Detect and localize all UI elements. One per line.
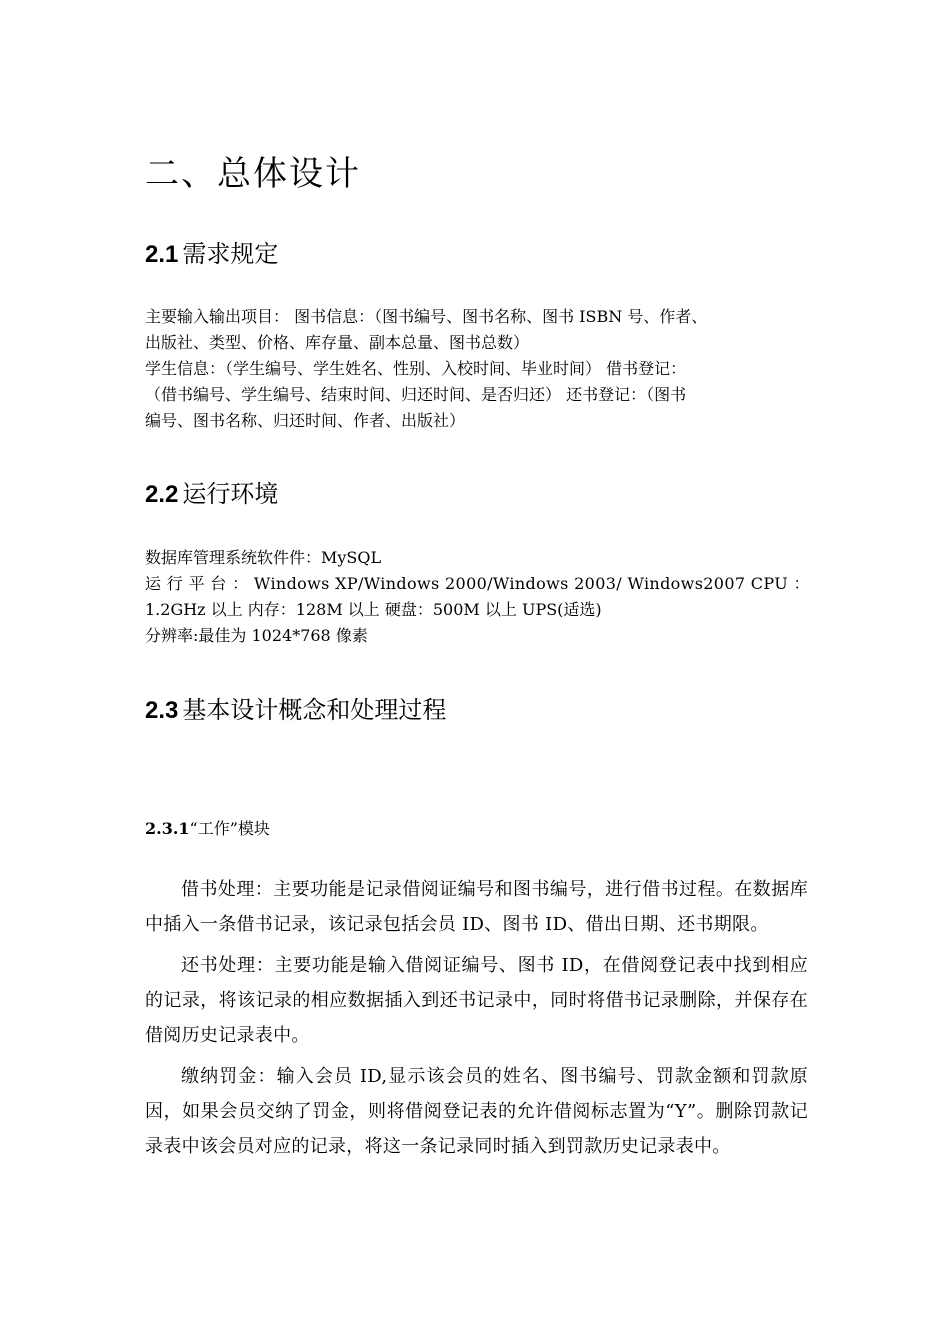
subheading-work-module-text: “工作”模块 [189, 819, 270, 838]
requirements-line: 编号、图书名称、归还时间、作者、出版社） [145, 411, 466, 430]
environment-line: 数据库管理系统软件件：MySQL [145, 548, 382, 567]
requirements-line: （借书编号、学生编号、结束时间、归还时间、是否归还） 还书登记：（图书 [145, 385, 687, 404]
requirements-line: 出版社、类型、价格、库存量、副本总量、图书总数） [145, 333, 530, 352]
paragraph-fine: 缴纳罚金：输入会员 ID,显示该会员的姓名、图书编号、罚款金额和罚款原因，如果会员交纳了罚金，则将借阅登记表的允许借阅标志置为“Y”。删除罚款记录表中该会员对应的记录，将这一条记录同时插入到罚款历史记录表中。 [145, 1066, 808, 1157]
environment-line: 运 行 平 台 ： Windows XP/Windows 2000/Windows 2003/ Windows2007 CPU ： [145, 574, 810, 593]
subheading-work-module [145, 816, 270, 842]
heading-design-concept-text: 基本设计概念和处理过程 [182, 696, 447, 724]
environment-body [145, 545, 808, 649]
paragraph-return: 还书处理：主要功能是输入借阅证编号、图书 ID，在借阅登记表中找到相应的记录，将该记录的相应数据插入到还书记录中，同时将借书记录删除，并保存在借阅历史记录表中。 [145, 955, 808, 1046]
heading-requirements [145, 238, 278, 271]
requirements-body [145, 304, 808, 434]
heading-design-concept [145, 694, 446, 727]
heading-environment [145, 478, 278, 511]
subheading-work-module-number: 2.3.1 [145, 819, 190, 838]
environment-line: 1.2GHz 以上 内存：128M 以上 硬盘：500M 以上 UPS(适选) [145, 600, 602, 619]
requirements-line: 学生信息：（学生编号、学生姓名、性别、入校时间、毕业时间） 借书登记： [145, 359, 687, 378]
heading-requirements-text: 需求规定 [182, 240, 279, 268]
paragraph-borrow: 借书处理：主要功能是记录借阅证编号和图书编号，进行借书过程。在数据库中插入一条借书记录，该记录包括会员 ID、图书 ID、借出日期、还书期限。 [145, 879, 808, 935]
requirements-line: 主要输入输出项目： 图书信息：（图书编号、图书名称、图书 ISBN 号、作者、 [145, 307, 708, 326]
heading-design-concept-number: 2.3 [145, 697, 179, 724]
heading-requirements-number: 2.1 [145, 241, 179, 268]
environment-line: 分辨率:最佳为 1024*768 像素 [145, 626, 368, 645]
document-page [145, 0, 808, 1344]
section-title: 二、总体设计 [145, 154, 361, 194]
heading-environment-text: 运行环境 [182, 480, 279, 508]
heading-environment-number: 2.2 [145, 481, 179, 508]
